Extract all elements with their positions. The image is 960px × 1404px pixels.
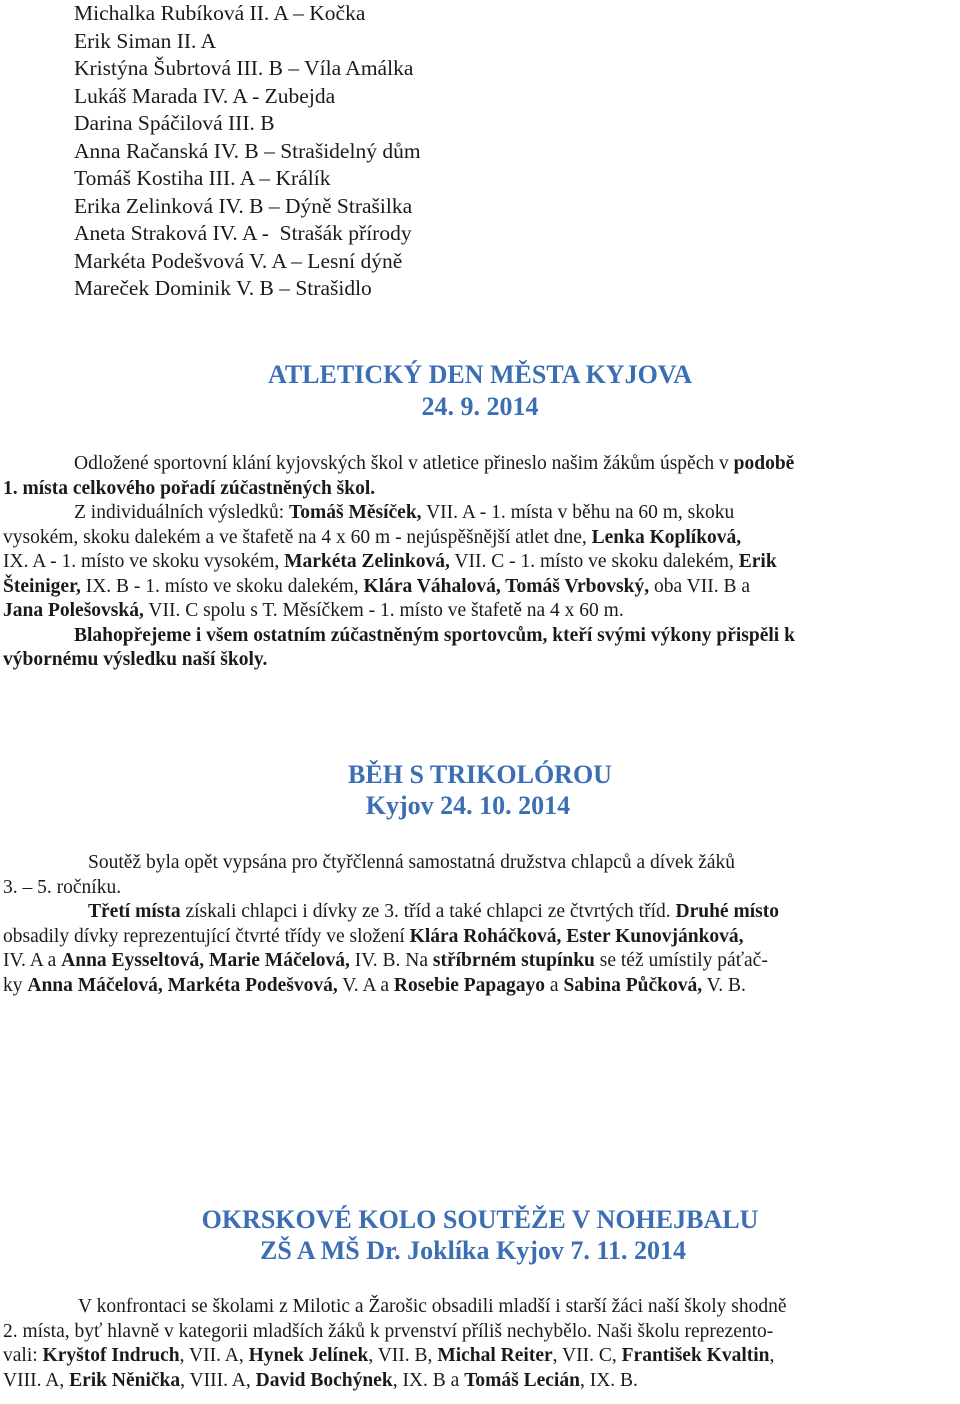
text: , IX. B.	[579, 1369, 638, 1391]
text: IV. A a	[3, 950, 62, 971]
beh-title: BĚH S TRIKOLÓROU	[348, 760, 612, 789]
text: obsadily dívky reprezentující čtvrté třídy ve složení	[3, 925, 410, 947]
text: Soutěž byla opět vypsána pro čtyřčlenná samostatná družstva chlapců a dívek žáků	[88, 852, 736, 873]
list-item: Mareček Dominik V. B – Strašidlo	[74, 276, 372, 300]
text-bold: Třetí místa	[88, 901, 181, 922]
text: IX. B - 1. místo ve skoku dalekém,	[80, 575, 364, 597]
list-item: Erik Siman II. A	[74, 28, 217, 53]
text-bold: Anna Máčelová, Markéta Podešvová,	[27, 974, 338, 996]
list-item: Tomáš Kostiha III. A – Králík	[74, 166, 331, 190]
text-bold: Michal Reiter	[437, 1345, 553, 1366]
text-bold: Hynek Jelínek	[248, 1345, 369, 1366]
list-item: Kristýna Šubrtová III. B – Víla Amálka	[74, 56, 414, 80]
beh-date: Kyjov 24. 10. 2014	[365, 791, 571, 820]
list-item: Anna Račanská IV. B – Strašidelný dům	[74, 138, 421, 163]
text: , VII. A,	[179, 1345, 249, 1366]
text-bold: David Bochýnek	[255, 1369, 393, 1391]
text-bold: Rosebie Papagayo	[393, 974, 546, 996]
text: vysokém, skoku dalekém a ve štafetě na 4 x 60 m - nejúspěšnější atlet dne,	[3, 526, 592, 548]
text-bold: Erik	[738, 551, 777, 572]
text: IV. B. Na	[349, 950, 433, 971]
nohejbal-subtitle: ZŠ A MŠ Dr. Joklíka Kyjov 7. 11. 2014	[260, 1236, 686, 1265]
participant-list	[74, 0, 421, 303]
text-bold: Klára Roháčková, Ester Kunovjánková,	[409, 925, 744, 947]
text-bold: Sabina Půčková,	[563, 974, 703, 996]
text: VII. C - 1. místo ve skoku dalekém,	[449, 551, 739, 572]
text-bold: 1. místa celkového pořadí zúčastněných škol.	[3, 477, 376, 499]
text-bold: Anna Eysseltová, Marie Máčelová,	[61, 950, 350, 971]
text: ,	[769, 1345, 775, 1366]
text-bold: František Kvaltin	[621, 1345, 770, 1366]
text: a	[545, 974, 564, 996]
text: Z individuálních výsledků:	[74, 502, 290, 523]
text: VII. C spolu s T. Měsíčkem - 1. místo ve štafetě na 4 x 60 m.	[143, 600, 624, 621]
text: vali:	[3, 1345, 43, 1366]
text: 3. – 5. ročníku.	[3, 876, 122, 898]
list-item: Lukáš Marada IV. A - Zubejda	[74, 83, 336, 108]
text: , IX. B a	[392, 1369, 465, 1391]
beh-text	[3, 851, 955, 998]
list-item: Michalka Rubíková II. A – Kočka	[74, 1, 366, 25]
text: 2. místa, byť hlavně v kategorii mladších žáků k prvenství příliš nechybělo. Naši školu reprezento-	[3, 1320, 774, 1342]
text-bold: Tomáš Lecián	[464, 1369, 580, 1391]
text-bold: Erik Něnička	[69, 1369, 181, 1391]
text: V. A a	[337, 974, 394, 996]
text: V. B.	[702, 974, 746, 996]
text: VII. A - 1. místa v běhu na 60 m, skoku	[421, 502, 735, 523]
text-bold: Tomáš Měsíček,	[289, 502, 422, 523]
atletika-title: ATLETICKÝ DEN MĚSTA KYJOVA	[267, 360, 693, 389]
text-bold: Klára Váhalová, Tomáš Vrbovský,	[363, 575, 650, 597]
text-bold: Jana Polešovská,	[3, 600, 144, 621]
text: , VII. C,	[552, 1345, 622, 1366]
atletika-text	[3, 452, 955, 673]
list-item: Darina Spáčilová III. B	[74, 111, 275, 135]
text-bold: Markéta Zelinková,	[284, 551, 450, 572]
list-item: Erika Zelinková IV. B – Dýně Strašilka	[74, 193, 413, 218]
text: , VIII. A,	[180, 1369, 256, 1391]
list-item: Markéta Podešvová V. A – Lesní dýně	[74, 248, 403, 273]
text: , VII. B,	[368, 1345, 438, 1366]
text-bold: Šteiniger,	[3, 575, 81, 597]
text: získali chlapci i dívky ze 3. tříd a také chlapci ze čtvrtých tříd.	[180, 901, 676, 922]
text: se též umístily páťač-	[594, 950, 768, 971]
text-bold: Lenka Koplíková,	[591, 526, 742, 548]
list-item: Aneta Straková IV. A - Strašák přírody	[74, 221, 412, 245]
text: IX. A - 1. místo ve skoku vysokém,	[3, 551, 285, 572]
atletika-date: 24. 9. 2014	[421, 392, 539, 421]
text-bold: Blahopřejeme i všem ostatním zúčastněným sportovcům, kteří svými výkony přispěli k	[74, 624, 795, 646]
nohejbal-text	[3, 1295, 955, 1393]
text: oba VII. B a	[649, 575, 750, 597]
text: V konfrontaci se školami z Milotic a Žarošic obsadili mladší i starší žáci naší školy shodně	[78, 1296, 787, 1317]
text: VIII. A,	[3, 1369, 70, 1391]
text: Odložené sportovní klání kyjovských škol v atletice přineslo našim žákům úspěch v	[74, 453, 734, 474]
text-bold: Kryštof Indruch	[42, 1345, 180, 1366]
nohejbal-title: OKRSKOVÉ KOLO SOUTĚŽE V NOHEJBALU	[201, 1205, 759, 1234]
text-bold: Druhé místo	[675, 901, 779, 922]
text: ky	[3, 974, 28, 996]
text-bold: stříbrném stupínku	[432, 950, 595, 971]
text-bold: výbornému výsledku naší školy.	[3, 649, 268, 670]
text-bold: podobě	[733, 453, 795, 474]
